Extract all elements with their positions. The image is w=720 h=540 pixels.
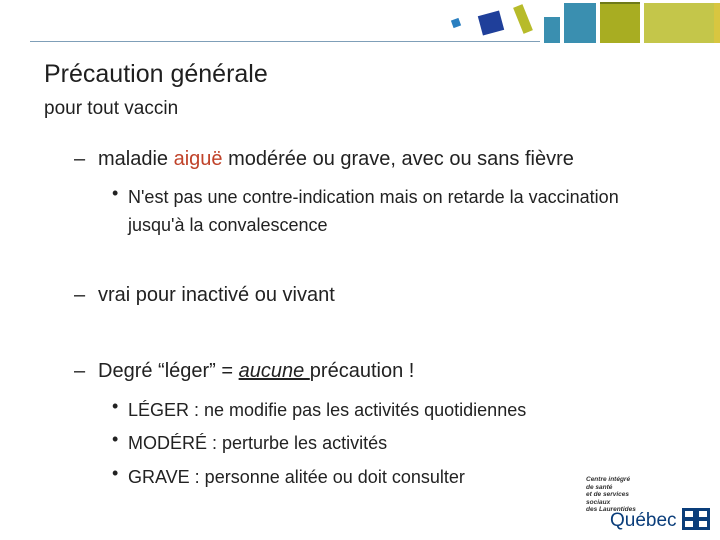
decoration-olive-line — [600, 2, 640, 4]
sub-item-text: N'est pas une contre-indication mais on retarde la vaccination jusqu'à la convalescence — [128, 187, 619, 235]
slide-subtitle: pour tout vaccin — [44, 98, 179, 119]
item-text-part: précaution ! — [309, 360, 415, 382]
bullet-marker: • — [112, 396, 119, 416]
decoration-small-blue-square — [451, 18, 461, 28]
decoration-olive-edge — [644, 3, 714, 43]
item-text-part: modérée ou grave, avec ou sans fièvre — [222, 148, 574, 170]
item-text: vrai pour inactivé ou vivant — [98, 284, 335, 306]
sub-item-text: MODÉRÉ : perturbe les activités — [128, 433, 388, 453]
slide-title: Précaution générale — [44, 60, 268, 88]
item-text — [98, 148, 574, 171]
header-rule — [30, 41, 540, 42]
item-text-part: Degré “léger” = — [98, 360, 239, 382]
decoration-blue-tilted-square — [478, 10, 504, 35]
fleur-de-lis-flag-icon — [682, 508, 710, 530]
logo-org-line: de santé — [586, 483, 613, 491]
decoration-olive-bar — [513, 4, 533, 34]
item-text — [98, 360, 414, 383]
dash-marker: – — [74, 148, 86, 170]
sub-item-text: LÉGER : ne modifie pas les activités quotidiennes — [128, 400, 527, 420]
decoration-olive-square — [600, 3, 640, 43]
emphasis-text: aucune — [238, 360, 310, 382]
logo-org-line: des Laurentides — [586, 506, 636, 513]
dash-marker: – — [74, 360, 86, 382]
logo-org-line: Centre intégré — [586, 476, 631, 483]
dash-marker: – — [74, 284, 86, 306]
decoration-yellow-edge — [714, 3, 720, 43]
bullet-marker: • — [112, 429, 119, 449]
highlight-text: aiguë — [173, 148, 223, 170]
quebec-logo — [586, 476, 716, 532]
bullet-marker: • — [112, 463, 119, 483]
decoration-teal-square-large — [564, 3, 596, 43]
item-text-part: maladie — [98, 148, 174, 170]
logo-org-name — [586, 476, 646, 514]
logo-quebec-name: Québec — [610, 510, 677, 531]
decoration-teal-square-small — [544, 17, 560, 43]
logo-org-line: et de services sociaux — [586, 491, 630, 506]
sub-item-text: GRAVE : personne alitée ou doit consulter — [128, 467, 465, 487]
bullet-marker: • — [112, 183, 119, 203]
